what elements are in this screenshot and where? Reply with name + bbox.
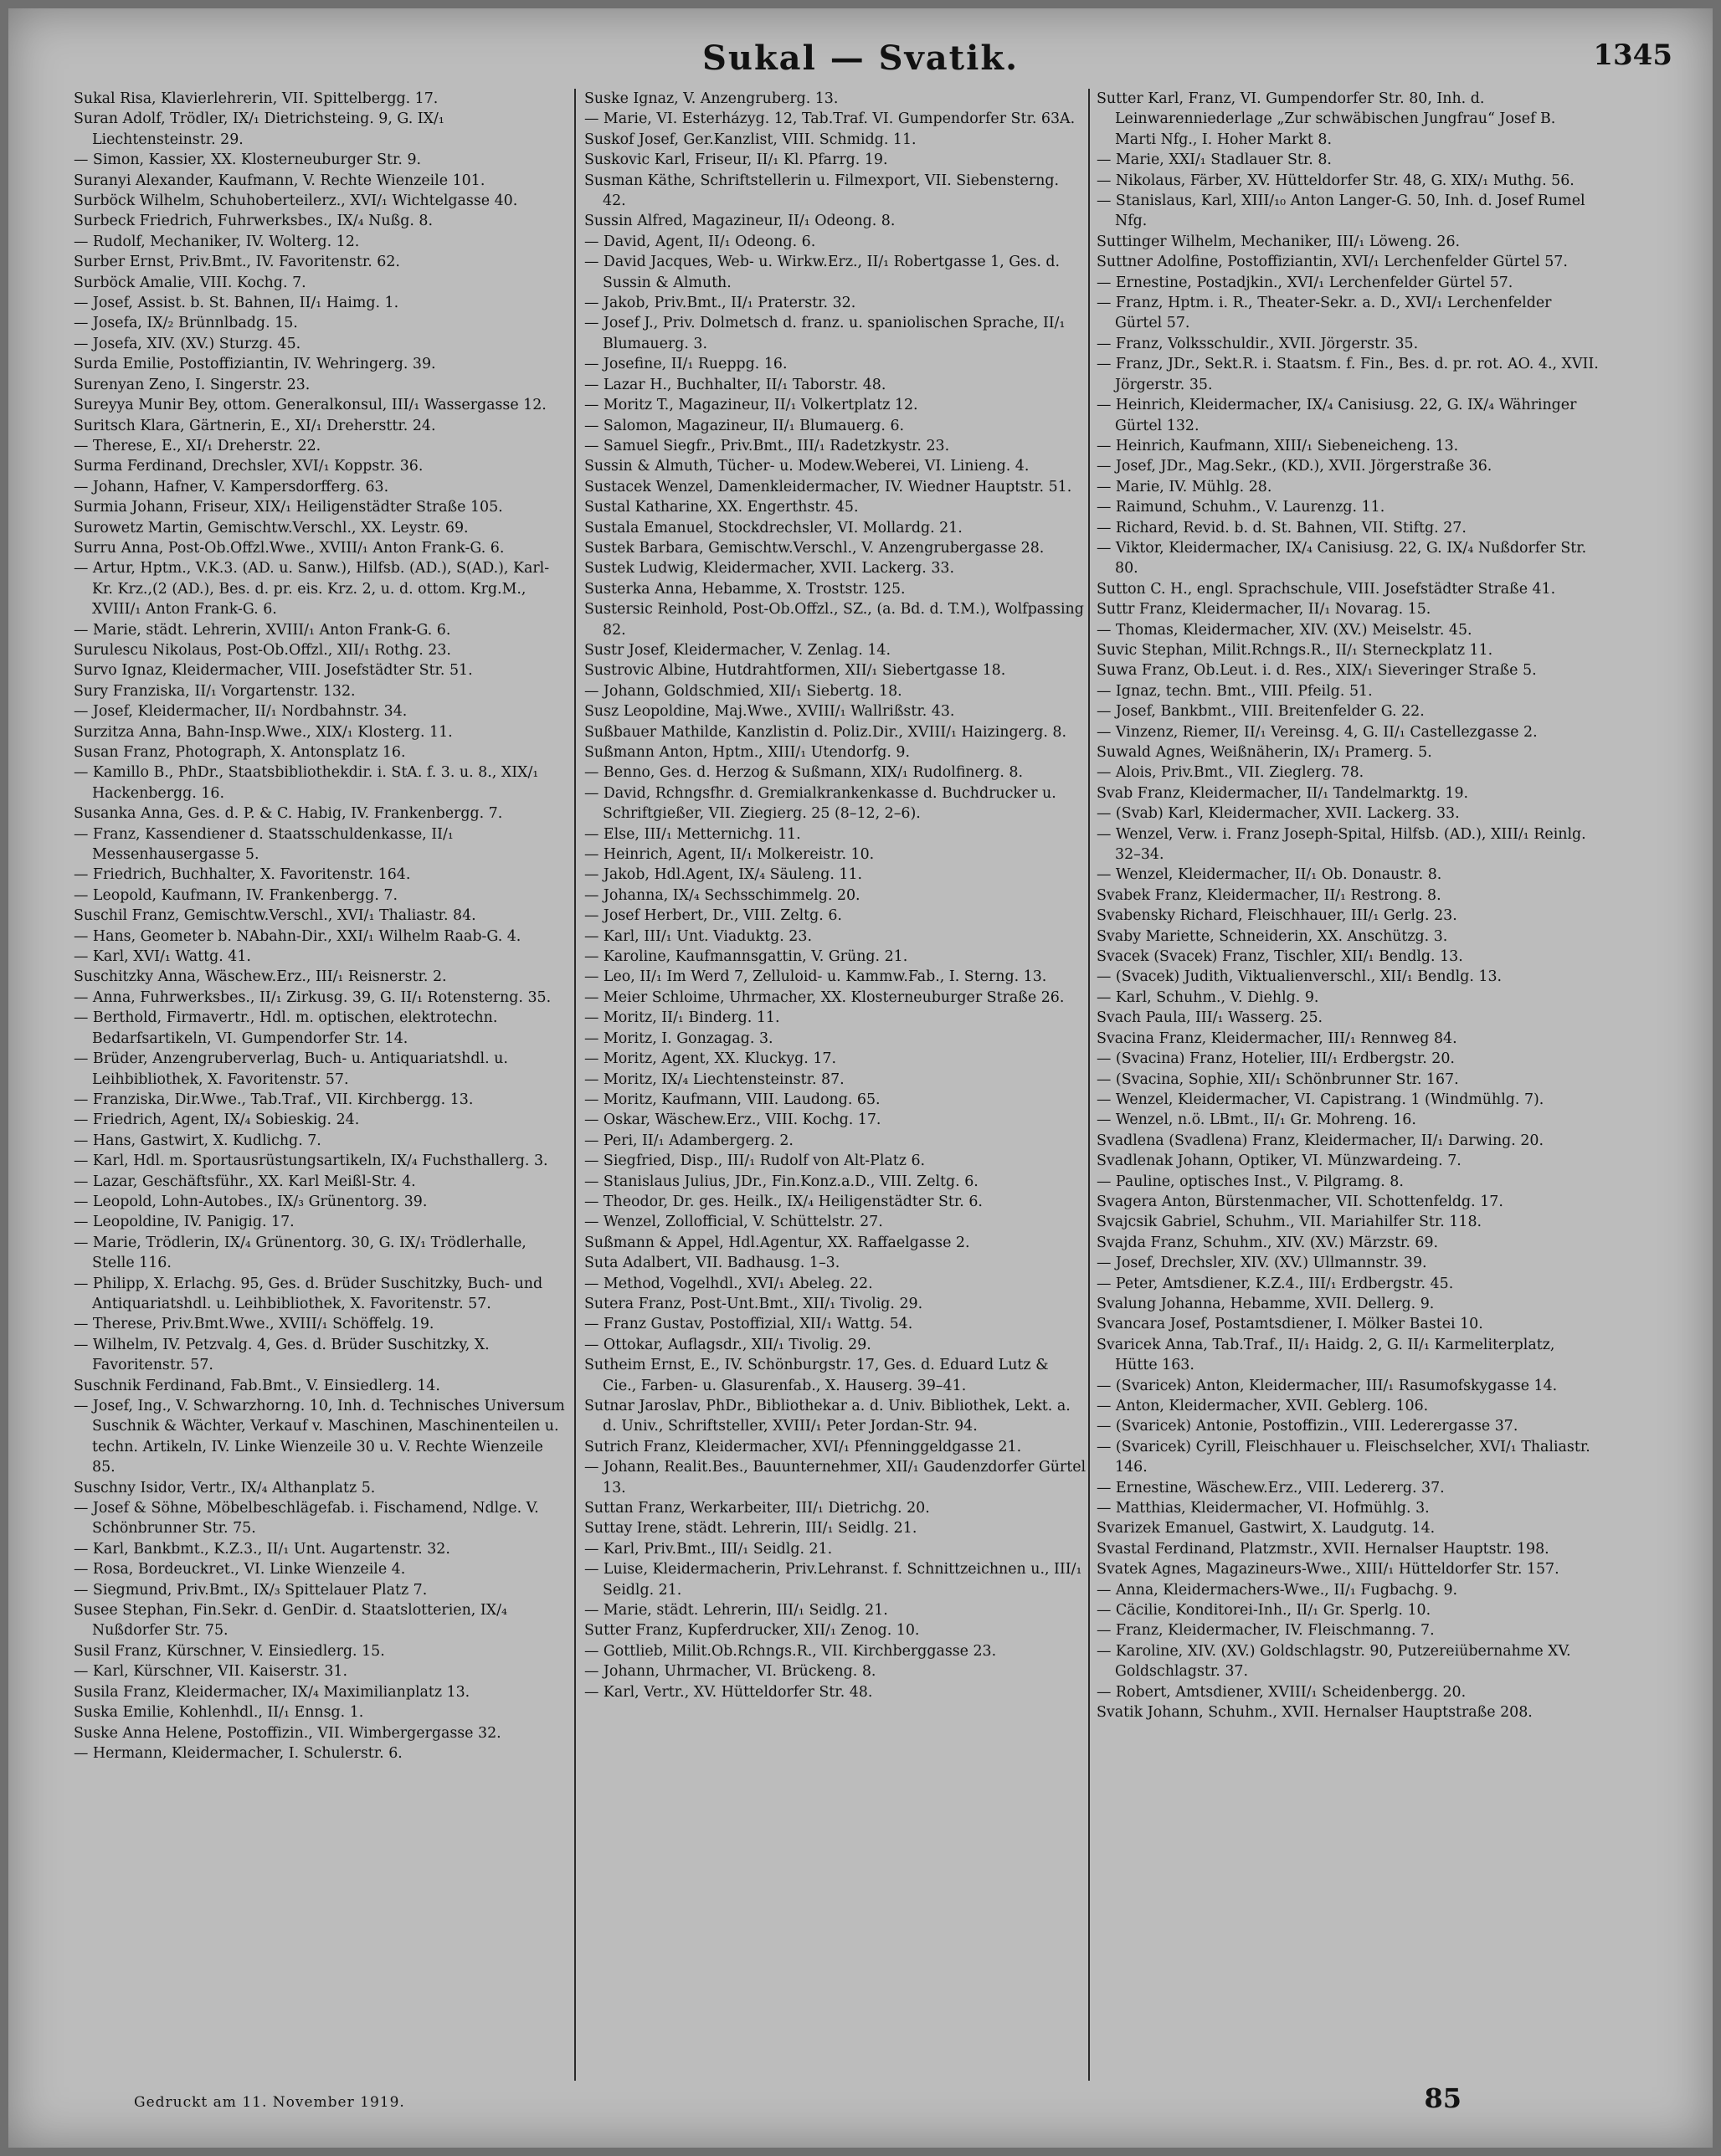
column-rule: [574, 89, 576, 2081]
directory-entry: Svatik Johann, Schuhm., XVII. Hernalser Hauptstraße 208.: [1097, 1704, 1533, 1722]
directory-entry: — David, Agent, II/₁ Odeong. 6.: [584, 233, 816, 250]
directory-entry: — Lazar, Geschäftsführ., XX. Karl Meißl-Str. 4.: [74, 1173, 416, 1190]
directory-entry: Suta Adalbert, VII. Badhausg. 1–3.: [584, 1255, 840, 1272]
directory-entry: — (Svaricek) Cyrill, Fleischhauer u. Fleischselcher, XVI/₁ Thaliastr. 146.: [1097, 1438, 1590, 1476]
directory-entry: Sußbauer Mathilde, Kanzlistin d. Poliz.Dir., XVIII/₁ Haizingerg. 8.: [584, 723, 1066, 741]
print-date: Gedruckt am 11. November 1919.: [134, 2094, 405, 2111]
directory-entry: Susman Käthe, Schriftstellerin u. Filmexport, VII. Siebensterng. 42.: [584, 172, 1060, 210]
directory-entry: — Ottokar, Auflagsdr., XII/₁ Tivolig. 29.: [584, 1336, 871, 1353]
directory-entry: Svabek Franz, Kleidermacher, II/₁ Restrong. 8.: [1097, 886, 1441, 904]
directory-entry: — Salomon, Magazineur, II/₁ Blumauerg. 6.: [584, 417, 905, 434]
directory-entry: — Josef, Kleidermacher, II/₁ Nordbahnstr. 34.: [74, 703, 408, 721]
directory-entry: Suwa Franz, Ob.Leut. i. d. Res., XIX/₁ Sieveringer Straße 5.: [1097, 662, 1537, 680]
directory-entry: Susterka Anna, Hebamme, X. Troststr. 125.: [584, 580, 906, 598]
directory-entry: Sutter Karl, Franz, VI. Gumpendorfer Str. 80, Inh. d. Leinwarenniederlage „Zur schwäbischen Jungfrau“ Josef B. Marti Nfg., I. Hoher Markt 8.: [1097, 90, 1556, 148]
directory-entry: — Lazar H., Buchhalter, II/₁ Taborstr. 48.: [584, 376, 886, 393]
directory-entry: Surböck Amalie, VIII. Kochg. 7.: [74, 274, 306, 291]
directory-entry: Sustek Ludwig, Kleidermacher, XVII. Lackerg. 33.: [584, 560, 954, 578]
directory-entry: — Richard, Revid. b. d. St. Bahnen, VII. Stiftg. 27.: [1097, 519, 1467, 536]
directory-entry: Svarizek Emanuel, Gastwirt, X. Laudgutg. 14.: [1097, 1520, 1436, 1537]
directory-entry: — Johann, Realit.Bes., Bauunternehmer, XII/₁ Gaudenzdorfer Gürtel 13.: [584, 1459, 1087, 1496]
directory-entry: Suschny Isidor, Vertr., IX/₄ Althanplatz 5.: [74, 1479, 376, 1496]
directory-entry: — Leo, II/₁ Im Werd 7, Zelluloid- u. Kammw.Fab., I. Sterng. 13.: [584, 968, 1047, 986]
directory-entry: — Peter, Amtsdiener, K.Z.4., III/₁ Erdbergstr. 45.: [1097, 1275, 1454, 1292]
directory-entry: — Friedrich, Agent, IX/₄ Sobieskig. 24.: [74, 1111, 360, 1129]
directory-entry: — Karl, Bankbmt., K.Z.3., II/₁ Unt. Augartenstr. 32.: [74, 1540, 450, 1558]
directory-entry: — Johanna, IX/₄ Sechsschimmelg. 20.: [584, 886, 860, 904]
directory-entry: Sußmann & Appel, Hdl.Agentur, XX. Raffaelgasse 2.: [584, 1234, 970, 1251]
directory-entry: Svacek (Svacek) Franz, Tischler, XII/₁ Bendlg. 13.: [1097, 948, 1463, 966]
directory-entry: — Marie, VI. Esterházyg. 12, Tab.Traf. VI. Gumpendorfer Str. 63A.: [584, 110, 1076, 128]
directory-entry: — Franz Gustav, Postoffizial, XII/₁ Wattg. 54.: [584, 1316, 913, 1333]
directory-entry: Survo Ignaz, Kleidermacher, VIII. Josefstädter Str. 51.: [74, 662, 473, 680]
directory-entry: — Franz, Volksschuldir., XVII. Jörgerstr. 35.: [1097, 335, 1419, 352]
directory-entry: — Jakob, Priv.Bmt., II/₁ Praterstr. 32.: [584, 295, 856, 312]
directory-entry: — Karl, III/₁ Unt. Viaduktg. 23.: [584, 927, 812, 945]
directory-entry: Suttinger Wilhelm, Mechaniker, III/₁ Löweng. 26.: [1097, 233, 1461, 250]
directory-entry: — Karl, Kürschner, VII. Kaiserstr. 31.: [74, 1663, 347, 1681]
directory-entry: Sutton C. H., engl. Sprachschule, VIII. Josefstädter Straße 41.: [1097, 580, 1556, 598]
directory-entry: Sustal Katharine, XX. Engerthstr. 45.: [584, 499, 859, 516]
directory-entry: Sustrovic Albine, Hutdrahtformen, XII/₁ Siebertgasse 18.: [584, 662, 1006, 680]
directory-entry: Surböck Wilhelm, Schuhoberteilerz., XVI/₁ Wichtelgasse 40.: [74, 192, 518, 210]
directory-entry: Sussin Alfred, Magazineur, II/₁ Odeong. 8.: [584, 213, 896, 230]
directory-entry: Sußmann Anton, Hptm., XIII/₁ Utendorfg. 9.: [584, 744, 910, 761]
directory-entry: — Franz, Kleidermacher, IV. Fleischmanng. 7.: [1097, 1622, 1435, 1640]
directory-entry: Svastal Ferdinand, Platzmstr., XVII. Hernalser Hauptstr. 198.: [1097, 1540, 1549, 1558]
directory-entry: Surber Ernst, Priv.Bmt., IV. Favoritenstr. 62.: [74, 254, 400, 271]
directory-entry: — Gottlieb, Milit.Ob.Rchngs.R., VII. Kirchberggasse 23.: [584, 1642, 997, 1660]
directory-entry: Svadlenak Johann, Optiker, VI. Münzwardeing. 7.: [1097, 1152, 1462, 1170]
directory-entry: — Heinrich, Kleidermacher, IX/₄ Canisiusg. 22, G. IX/₄ Währinger Gürtel 132.: [1097, 397, 1577, 434]
directory-entry: — Rudolf, Mechaniker, IV. Wolterg. 12.: [74, 233, 360, 250]
directory-entry: Surmia Johann, Friseur, XIX/₁ Heiligenstädter Straße 105.: [74, 499, 503, 516]
directory-entry: Sureyya Munir Bey, ottom. Generalkonsul, III/₁ Wassergasse 12.: [74, 397, 547, 414]
directory-entry: — Friedrich, Buchhalter, X. Favoritenstr. 164.: [74, 866, 411, 884]
directory-entry: Svach Paula, III/₁ Wasserg. 25.: [1097, 1009, 1323, 1027]
directory-entry: — Marie, Trödlerin, IX/₄ Grünentorg. 30, G. IX/₁ Trödlerhalle, Stelle 116.: [74, 1234, 527, 1272]
directory-entry: — Ernestine, Wäschew.Erz., VIII. Ledererg. 37.: [1097, 1479, 1445, 1496]
directory-entry: — Wenzel, Kleidermacher, VI. Capistrang. 1 (Windmühlg. 7).: [1097, 1091, 1544, 1108]
directory-entry: Suritsch Klara, Gärtnerin, E., XI/₁ Drehersttr. 24.: [74, 417, 436, 434]
directory-entry: Svajda Franz, Schuhm., XIV. (XV.) Märzstr. 69.: [1097, 1234, 1439, 1251]
directory-entry: — Josef Herbert, Dr., VIII. Zeltg. 6.: [584, 907, 842, 925]
directory-entry: — Johann, Uhrmacher, VI. Brückeng. 8.: [584, 1663, 876, 1681]
directory-entry: — Brüder, Anzengruberverlag, Buch- u. Antiquariatshdl. u. Leihbibliothek, X. Favoritenstr. 57.: [74, 1050, 508, 1088]
directory-entry: — Josef J., Priv. Dolmetsch d. franz. u. spaniolischen Sprache, II/₁ Blumauerg. 3.: [584, 315, 1066, 352]
directory-entry: — (Svacina) Franz, Hotelier, III/₁ Erdbergstr. 20.: [1097, 1050, 1455, 1068]
directory-entry: — Heinrich, Agent, II/₁ Molkereistr. 10.: [584, 846, 875, 864]
directory-entry: — Moritz, Kaufmann, VIII. Laudong. 65.: [584, 1091, 881, 1108]
directory-entry: Sutter Franz, Kupferdrucker, XII/₁ Zenog. 10.: [584, 1622, 920, 1640]
directory-entry: — Theodor, Dr. ges. Heilk., IX/₄ Heiligenstädter Str. 6.: [584, 1193, 983, 1210]
directory-entry: Svalung Johanna, Hebamme, XVII. Dellerg. 9.: [1097, 1295, 1435, 1312]
directory-page: [8, 8, 1713, 2148]
directory-entry: Svadlena (Svadlena) Franz, Kleidermacher, II/₁ Darwing. 20.: [1097, 1132, 1544, 1149]
directory-entry: — Moritz, II/₁ Binderg. 11.: [584, 1009, 780, 1027]
directory-entry: — Josef, Bankbmt., VIII. Breitenfelder G. 22.: [1097, 703, 1425, 721]
directory-entry: — Artur, Hptm., V.K.3. (AD. u. Sanw.), Hilfsb. (AD.), S(AD.), Karl-Kr. Krz.,(2 (AD.), Bes. d. pr. eis. Krz. 2, u. d. ottom. Krg.M., XVIII/₁ Anton Frank-G. 6.: [74, 560, 550, 619]
directory-entry: Suttner Adolfine, Postoffiziantin, XVI/₁ Lerchenfelder Gürtel 57.: [1097, 254, 1568, 271]
directory-entry: Surda Emilie, Postoffiziantin, IV. Wehringerg. 39.: [74, 356, 436, 373]
directory-entry: — Karl, XVI/₁ Wattg. 41.: [74, 948, 251, 966]
directory-entry: Surzitza Anna, Bahn-Insp.Wwe., XIX/₁ Klosterg. 11.: [74, 723, 453, 741]
directory-entry: — Johann, Goldschmied, XII/₁ Siebertg. 18.: [584, 682, 902, 700]
directory-entry: Susz Leopoldine, Maj.Wwe., XVIII/₁ Wallrißstr. 43.: [584, 703, 955, 721]
directory-entry: Suwald Agnes, Weißnäherin, IX/₁ Pramerg. 5.: [1097, 744, 1432, 761]
directory-entry: Sutera Franz, Post-Unt.Bmt., XII/₁ Tivolig. 29.: [584, 1295, 923, 1312]
sheet-number: 85: [1424, 2082, 1462, 2114]
directory-entry: Sustersic Reinhold, Post-Ob.Offzl., SZ., (a. Bd. d. T.M.), Wolfpassing 82.: [584, 601, 1084, 639]
directory-entry: — Leopoldine, IV. Panigig. 17.: [74, 1214, 295, 1231]
directory-entry: — Moritz T., Magazineur, II/₁ Volkertplatz 12.: [584, 397, 918, 414]
directory-entry: — David, Rchngsfhr. d. Gremialkrankenkasse d. Buchdrucker u. Schriftgießer, VII. Ziegierg. 25 (8–12, 2–6).: [584, 784, 1056, 823]
column-middle: [584, 89, 1087, 2081]
directory-entry: — Karoline, Kaufmannsgattin, V. Grüng. 21.: [584, 948, 908, 966]
directory-entry: — Rosa, Bordeuckret., VI. Linke Wienzeile 4.: [74, 1561, 406, 1578]
directory-entry: Suttay Irene, städt. Lehrerin, III/₁ Seidlg. 21.: [584, 1520, 917, 1537]
directory-entry: — Vinzenz, Riemer, II/₁ Vereinsg. 4, G. II/₁ Castellezgasse 2.: [1097, 723, 1538, 741]
directory-entry: Svancara Josef, Postamtsdiener, I. Mölker Bastei 10.: [1097, 1316, 1483, 1333]
directory-entry: — Marie, XXI/₁ Stadlauer Str. 8.: [1097, 151, 1332, 169]
directory-entry: Surenyan Zeno, I. Singerstr. 23.: [74, 376, 311, 393]
directory-entry: — Jakob, Hdl.Agent, IX/₄ Säuleng. 11.: [584, 866, 863, 884]
directory-entry: — Josef & Söhne, Möbelbeschlägefab. i. Fischamend, Ndlge. V. Schönbrunner Str. 75.: [74, 1500, 539, 1537]
directory-entry: — Moritz, I. Gonzagag. 3.: [584, 1029, 773, 1047]
directory-entry: — Pauline, optisches Inst., V. Pilgramg. 8.: [1097, 1173, 1404, 1190]
page-number: 1345: [1593, 38, 1672, 72]
running-title: Sukal — Svatik.: [701, 38, 1019, 78]
directory-entry: — Leopold, Lohn-Autobes., IX/₃ Grünentorg. 39.: [74, 1193, 428, 1210]
directory-entry: Sustek Barbara, Gemischtw.Verschl., V. Anzengrubergasse 28.: [584, 539, 1045, 557]
directory-entry: — Karl, Priv.Bmt., III/₁ Seidlg. 21.: [584, 1540, 833, 1558]
directory-entry: — Josef, Ing., V. Schwarzhorng. 10, Inh. d. Technisches Universum Suschnik & Wächter, Verkauf v. Maschinen, Maschinenteilen u. techn. Artikeln, IV. Linke Wienzeile 30 u. V. Rechte Wienzeile 85.: [74, 1398, 565, 1476]
directory-entry: — Hans, Gastwirt, X. Kudlichg. 7.: [74, 1132, 321, 1149]
directory-entry: — Viktor, Kleidermacher, IX/₄ Canisiusg. 22, G. IX/₄ Nußdorfer Str. 80.: [1097, 539, 1587, 578]
directory-entry: — David Jacques, Web- u. Wirkw.Erz., II/₁ Robertgasse 1, Ges. d. Sussin & Almuth.: [584, 254, 1061, 291]
directory-entry: — Anton, Kleidermacher, XVII. Geblerg. 106.: [1097, 1398, 1429, 1414]
directory-entry: — Josef, Drechsler, XIV. (XV.) Ullmannstr. 39.: [1097, 1255, 1427, 1272]
directory-entry: — Kamillo B., PhDr., Staatsbibliothekdir. i. StA. f. 3. u. 8., XIX/₁ Hackenbergg. 16.: [74, 764, 539, 802]
directory-entry: — Cäcilie, Konditorei-Inh., II/₁ Gr. Sperlg. 10.: [1097, 1602, 1431, 1620]
directory-entry: — Karl, Schuhm., V. Diehlg. 9.: [1097, 988, 1319, 1006]
directory-entry: — Therese, Priv.Bmt.Wwe., XVIII/₁ Schöffelg. 19.: [74, 1316, 434, 1333]
directory-entry: — Marie, städt. Lehrerin, III/₁ Seidlg. 21.: [584, 1602, 888, 1620]
directory-entry: Svacina Franz, Kleidermacher, III/₁ Rennweg 84.: [1097, 1029, 1457, 1047]
directory-entry: — Berthold, Firmavertr., Hdl. m. optischen, elektrotechn. Bedarfsartikeln, VI. Gumpendorfer Str. 14.: [74, 1009, 498, 1047]
directory-entry: — Marie, IV. Mühlg. 28.: [1097, 478, 1272, 495]
directory-entry: Susan Franz, Photograph, X. Antonsplatz 16.: [74, 744, 406, 761]
directory-entry: — Else, III/₁ Metternichg. 11.: [584, 825, 801, 843]
directory-entry: Suran Adolf, Trödler, IX/₁ Dietrichsteing. 9, G. IX/₁ Liechtensteinstr. 29.: [74, 110, 444, 148]
directory-entry: — Stanislaus, Karl, XIII/₁₀ Anton Langer-G. 50, Inh. d. Josef Rumel Nfg.: [1097, 192, 1585, 230]
directory-entry: — (Svacek) Judith, Viktualienverschl., XII/₁ Bendlg. 13.: [1097, 968, 1503, 986]
directory-entry: — Franz, JDr., Sekt.R. i. Staatsm. f. Fin., Bes. d. pr. rot. AO. 4., XVII. Jörgerstr. 35.: [1097, 356, 1599, 393]
directory-entry: — Wenzel, Verw. i. Franz Joseph-Spital, Hilfsb. (AD.), XIII/₁ Reinlg. 32–34.: [1097, 825, 1586, 864]
directory-entry: — Josefa, XIV. (XV.) Sturzg. 45.: [74, 335, 301, 352]
directory-entry: Svaricek Anna, Tab.Traf., II/₁ Haidg. 2, G. II/₁ Karmeliterplatz, Hütte 163.: [1097, 1336, 1555, 1374]
directory-entry: Sustala Emanuel, Stockdrechsler, VI. Mollardg. 21.: [584, 519, 963, 536]
directory-entry: Surma Ferdinand, Drechsler, XVI/₁ Koppstr. 36.: [74, 458, 424, 475]
directory-entry: — Josef, JDr., Mag.Sekr., (KD.), XVII. Jörgerstraße 36.: [1097, 458, 1492, 475]
directory-entry: — Josefa, IX/₂ Brünnlbadg. 15.: [74, 315, 298, 332]
directory-entry: — Franziska, Dir.Wwe., Tab.Traf., VII. Kirchbergg. 13.: [74, 1091, 474, 1108]
directory-entry: — Karl, Vertr., XV. Hütteldorfer Str. 48.: [584, 1683, 873, 1701]
directory-entry: — Nikolaus, Färber, XV. Hütteldorfer Str. 48, G. XIX/₁ Muthg. 56.: [1097, 172, 1575, 189]
directory-entry: Surbeck Friedrich, Fuhrwerksbes., IX/₄ Nußg. 8.: [74, 213, 433, 230]
directory-entry: Suschnik Ferdinand, Fab.Bmt., V. Einsiedlerg. 14.: [74, 1377, 440, 1394]
directory-entry: Svagera Anton, Bürstenmacher, VII. Schottenfeldg. 17.: [1097, 1193, 1503, 1210]
page-header: [8, 8, 1713, 84]
directory-entry: — Philipp, X. Erlachg. 95, Ges. d. Brüder Suschitzky, Buch- und Antiquariatshdl. u. Leihbibliothek, X. Favoritenstr. 57.: [74, 1275, 543, 1312]
directory-entry: Svatek Agnes, Magazineurs-Wwe., XIII/₁ Hütteldorfer Str. 157.: [1097, 1561, 1559, 1578]
directory-entry: — Wenzel, Zollofficial, V. Schüttelstr. 27.: [584, 1214, 883, 1231]
directory-entry: — Method, Vogelhdl., XVI/₁ Abeleg. 22.: [584, 1275, 873, 1292]
directory-entry: — (Svacina, Sophie, XII/₁ Schönbrunner Str. 167.: [1097, 1070, 1459, 1088]
directory-entry: — (Svab) Karl, Kleidermacher, XVII. Lackerg. 33.: [1097, 805, 1460, 823]
directory-entry: — Marie, städt. Lehrerin, XVIII/₁ Anton Frank-G. 6.: [74, 621, 451, 639]
directory-entry: Sukal Risa, Klavierlehrerin, VII. Spittelbergg. 17.: [74, 90, 439, 107]
directory-entry: Suschil Franz, Gemischtw.Verschl., XVI/₁ Thaliastr. 84.: [74, 907, 476, 925]
column-rule: [1088, 89, 1090, 2081]
directory-entry: Suvic Stephan, Milit.Rchngs.R., II/₁ Sterneckplatz 11.: [1097, 641, 1493, 659]
directory-entry: — Peri, II/₁ Adambergerg. 2.: [584, 1132, 794, 1149]
directory-entry: — Oskar, Wäschew.Erz., VIII. Kochg. 17.: [584, 1111, 881, 1129]
directory-entry: — (Svaricek) Antonie, Postoffizin., VIII. Lederergasse 37.: [1097, 1418, 1518, 1435]
directory-entry: — Benno, Ges. d. Herzog & Sußmann, XIX/₁ Rudolfinerg. 8.: [584, 764, 1024, 782]
directory-entry: Suskof Josef, Ger.Kanzlist, VIII. Schmidg. 11.: [584, 131, 917, 148]
directory-entry: Susee Stephan, Fin.Sekr. d. GenDir. d. Staatslotterien, IX/₄ Nußdorfer Str. 75.: [74, 1602, 507, 1640]
directory-entry: — Alois, Priv.Bmt., VII. Zieglerg. 78.: [1097, 764, 1364, 782]
directory-entry: Surru Anna, Post-Ob.Offzl.Wwe., XVIII/₁ Anton Frank-G. 6.: [74, 539, 505, 557]
directory-entry: — Siegmund, Priv.Bmt., IX/₃ Spittelauer Platz 7.: [74, 1581, 428, 1599]
directory-entry: Suskovic Karl, Friseur, II/₁ Kl. Pfarrg. 19.: [584, 151, 888, 169]
directory-entry: Suschitzky Anna, Wäschew.Erz., III/₁ Reisnerstr. 2.: [74, 968, 447, 986]
directory-entry: — Hermann, Kleidermacher, I. Schulerstr. 6.: [74, 1744, 403, 1762]
directory-entry: Suske Ignaz, V. Anzengruberg. 13.: [584, 90, 839, 107]
column-left: [74, 89, 568, 2081]
directory-entry: — Karl, Hdl. m. Sportausrüstungsartikeln, IX/₄ Fuchsthallerg. 3.: [74, 1152, 548, 1170]
directory-entry: Susanka Anna, Ges. d. P. & C. Habig, IV. Frankenbergg. 7.: [74, 805, 503, 823]
directory-entry: Suska Emilie, Kohlenhdl., II/₁ Ennsg. 1.: [74, 1704, 364, 1722]
directory-entry: Suttan Franz, Werkarbeiter, III/₁ Dietrichg. 20.: [584, 1500, 930, 1517]
directory-entry: — Matthias, Kleidermacher, VI. Hofmühlg. 3.: [1097, 1500, 1430, 1517]
directory-entry: — Ernestine, Postadjkin., XVI/₁ Lerchenfelder Gürtel 57.: [1097, 274, 1513, 291]
directory-entry: Svajcsik Gabriel, Schuhm., VII. Mariahilfer Str. 118.: [1097, 1214, 1482, 1231]
directory-entry: Suttr Franz, Kleidermacher, II/₁ Novarag. 15.: [1097, 601, 1431, 619]
directory-entry: — Moritz, Agent, XX. Kluckyg. 17.: [584, 1050, 837, 1068]
directory-entry: Sussin & Almuth, Tücher- u. Modew.Weberei, VI. Linieng. 4.: [584, 458, 1030, 475]
directory-entry: — Simon, Kassier, XX. Klosterneuburger Str. 9.: [74, 151, 422, 169]
directory-entry: — Siegfried, Disp., III/₁ Rudolf von Alt-Platz 6.: [584, 1152, 926, 1170]
directory-entry: — Heinrich, Kaufmann, XIII/₁ Siebeneicheng. 13.: [1097, 437, 1459, 454]
directory-entry: — Ignaz, techn. Bmt., VIII. Pfeilg. 51.: [1097, 682, 1373, 700]
directory-entry: — Wenzel, n.ö. LBmt., II/₁ Gr. Mohreng. 16.: [1097, 1111, 1416, 1129]
directory-entry: — Leopold, Kaufmann, IV. Frankenbergg. 7.: [74, 886, 398, 904]
directory-entry: Sutnar Jaroslav, PhDr., Bibliothekar a. d. Univ. Bibliothek, Lekt. a. d. Univ., Schriftsteller, XVIII/₁ Peter Jordan-Str. 94.: [584, 1398, 1071, 1435]
directory-entry: — Karoline, XIV. (XV.) Goldschlagstr. 90, Putzereiübernahme XV. Goldschlagstr. 37.: [1097, 1642, 1571, 1681]
directory-entry: — Anna, Kleidermachers-Wwe., II/₁ Fugbachg. 9.: [1097, 1581, 1458, 1599]
directory-entry: Suranyi Alexander, Kaufmann, V. Rechte Wienzeile 101.: [74, 172, 485, 189]
directory-entry: Sustacek Wenzel, Damenkleidermacher, IV. Wiedner Hauptstr. 51.: [584, 478, 1072, 495]
directory-entry: — Johann, Hafner, V. Kampersdorfferg. 63.: [74, 478, 389, 495]
directory-entry: — Thomas, Kleidermacher, XIV. (XV.) Meiselstr. 45.: [1097, 621, 1472, 639]
directory-entry: Sutrich Franz, Kleidermacher, XVI/₁ Pfenninggeldgasse 21.: [584, 1438, 1022, 1455]
directory-entry: Sutheim Ernst, E., IV. Schönburgstr. 17, Ges. d. Eduard Lutz & Cie., Farben- u. Glasurenfab., X. Hauserg. 39–41.: [584, 1357, 1049, 1394]
directory-entry: — Wilhelm, IV. Petzvalg. 4, Ges. d. Brüder Suschitzky, X. Favoritenstr. 57.: [74, 1336, 490, 1374]
directory-entry: Sustr Josef, Kleidermacher, V. Zenlag. 14.: [584, 641, 891, 659]
directory-entry: Surowetz Martin, Gemischtw.Verschl., XX. Leystr. 69.: [74, 519, 469, 536]
directory-entry: — Moritz, IX/₄ Liechtensteinstr. 87.: [584, 1070, 845, 1088]
directory-entry: — (Svaricek) Anton, Kleidermacher, III/₁ Rasumofskygasse 14.: [1097, 1377, 1558, 1394]
directory-entry: Suske Anna Helene, Postoffizin., VII. Wimbergergasse 32.: [74, 1724, 501, 1742]
directory-entry: Svab Franz, Kleidermacher, II/₁ Tandelmarktg. 19.: [1097, 784, 1469, 802]
directory-entry: — Josef, Assist. b. St. Bahnen, II/₁ Haimg. 1.: [74, 295, 399, 312]
directory-entry: Svaby Mariette, Schneiderin, XX. Anschützg. 3.: [1097, 927, 1448, 945]
column-right: [1097, 89, 1599, 2081]
directory-entry: — Meier Schloime, Uhrmacher, XX. Klosterneuburger Straße 26.: [584, 988, 1065, 1006]
directory-entry: Surulescu Nikolaus, Post-Ob.Offzl., XII/₁ Rothg. 23.: [74, 641, 451, 659]
directory-entry: Svabensky Richard, Fleischhauer, III/₁ Gerlg. 23.: [1097, 907, 1457, 925]
directory-entry: — Samuel Siegfr., Priv.Bmt., III/₁ Radetzkystr. 23.: [584, 437, 950, 454]
directory-entry: — Hans, Geometer b. NAbahn-Dir., XXI/₁ Wilhelm Raab-G. 4.: [74, 927, 521, 945]
directory-entry: — Franz, Kassendiener d. Staatsschuldenkasse, II/₁ Messenhausergasse 5.: [74, 825, 454, 864]
directory-entry: — Anna, Fuhrwerksbes., II/₁ Zirkusg. 39, G. II/₁ Rotensterng. 35.: [74, 988, 552, 1006]
directory-entry: — Franz, Hptm. i. R., Theater-Sekr. a. D., XVI/₁ Lerchenfelder Gürtel 57.: [1097, 295, 1552, 332]
directory-entry: — Raimund, Schuhm., V. Laurenzg. 11.: [1097, 499, 1385, 516]
directory-entry: — Luise, Kleidermacherin, Priv.Lehranst. f. Schnittzeichnen u., III/₁ Seidlg. 21.: [584, 1561, 1082, 1599]
directory-entry: Susila Franz, Kleidermacher, IX/₄ Maximilianplatz 13.: [74, 1683, 470, 1701]
directory-entry: — Josefine, II/₁ Rueppg. 16.: [584, 356, 788, 373]
directory-entry: — Therese, E., XI/₁ Dreherstr. 22.: [74, 437, 321, 454]
directory-entry: Sury Franziska, II/₁ Vorgartenstr. 132.: [74, 682, 356, 700]
directory-entry: — Wenzel, Kleidermacher, II/₁ Ob. Donaustr. 8.: [1097, 866, 1442, 884]
directory-entry: Susil Franz, Kürschner, V. Einsiedlerg. 15.: [74, 1642, 385, 1660]
directory-entry: — Stanislaus Julius, JDr., Fin.Konz.a.D., VIII. Zeltg. 6.: [584, 1173, 979, 1190]
directory-entry: — Robert, Amtsdiener, XVIII/₁ Scheidenbergg. 20.: [1097, 1683, 1467, 1701]
